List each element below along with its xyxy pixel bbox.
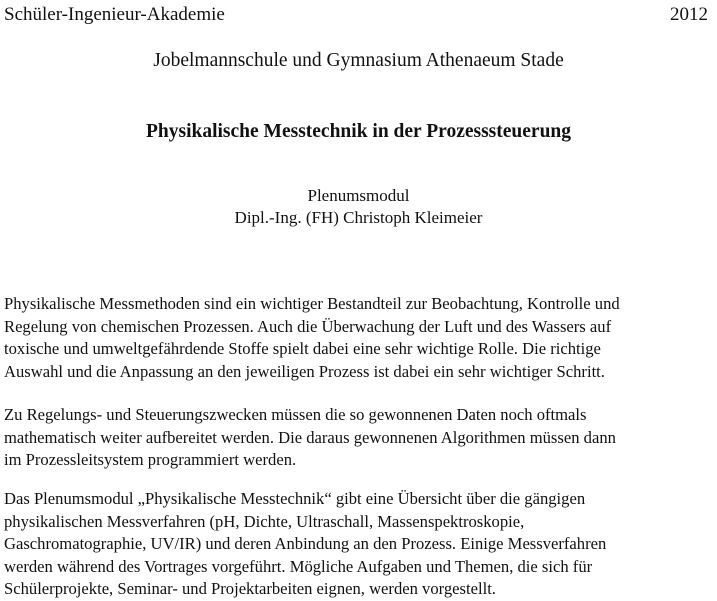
paragraph-line: im Prozessleitsystem programmiert werden. bbox=[4, 450, 297, 469]
document-title: Physikalische Messtechnik in der Prozesssteuerung bbox=[145, 121, 572, 142]
paragraph-1 bbox=[4, 293, 714, 383]
paragraph-2 bbox=[4, 404, 714, 472]
header-year: 2012 bbox=[670, 4, 708, 25]
paragraph-line: Physikalische Messmethoden sind ein wichtiger Bestandteil zur Beobachtung, Kontrolle und bbox=[4, 294, 620, 313]
module-type: Plenumsmodul bbox=[307, 186, 410, 205]
paragraph-line: Zu Regelungs- und Steuerungszwecken müssen die so gewonnenen Daten noch oftmals bbox=[4, 405, 587, 424]
school-name: Jobelmannschule und Gymnasium Athenaeum Stade bbox=[153, 50, 564, 71]
paragraph-line: werden während des Vortrages vorgeführt. Mögliche Aufgaben und Themen, die sich für bbox=[4, 556, 593, 576]
module-info bbox=[0, 185, 717, 229]
paragraph-line: Schülerprojekte, Seminar- und Projektarbeiten eignen, werden vorgestellt. bbox=[4, 579, 496, 598]
paragraph-line: Auswahl und die Anpassung an den jeweiligen Prozess ist dabei ein sehr wichtiger Schritt. bbox=[4, 361, 605, 381]
paragraph-line: physikalischen Messverfahren (pH, Dichte, Ultraschall, Massenspektroskopie, bbox=[4, 511, 525, 531]
paragraph-line: Regelung von chemischen Prozessen. Auch die Überwachung der Luft und des Wassers auf bbox=[4, 316, 612, 336]
header-academy-name: Schüler-Ingenieur-Akademie bbox=[4, 4, 225, 25]
paragraph-line: mathematisch weiter aufbereitet werden. Die daraus gewonnenen Algorithmen müssen dann bbox=[4, 427, 616, 447]
paragraph-line: Gaschromatographie, UV/IR) und deren Anbindung an den Prozess. Einige Messverfahren bbox=[4, 534, 607, 553]
paragraph-line: Das Plenumsmodul „Physikalische Messtechnik“ gibt eine Übersicht über die gängigen bbox=[4, 489, 586, 508]
paragraph-line: toxische und umweltgefährdende Stoffe spielt dabei eine sehr wichtige Rolle. Die richtige bbox=[4, 339, 601, 358]
module-author: Dipl.-Ing. (FH) Christoph Kleimeier bbox=[234, 208, 483, 227]
paragraph-3 bbox=[4, 488, 714, 601]
